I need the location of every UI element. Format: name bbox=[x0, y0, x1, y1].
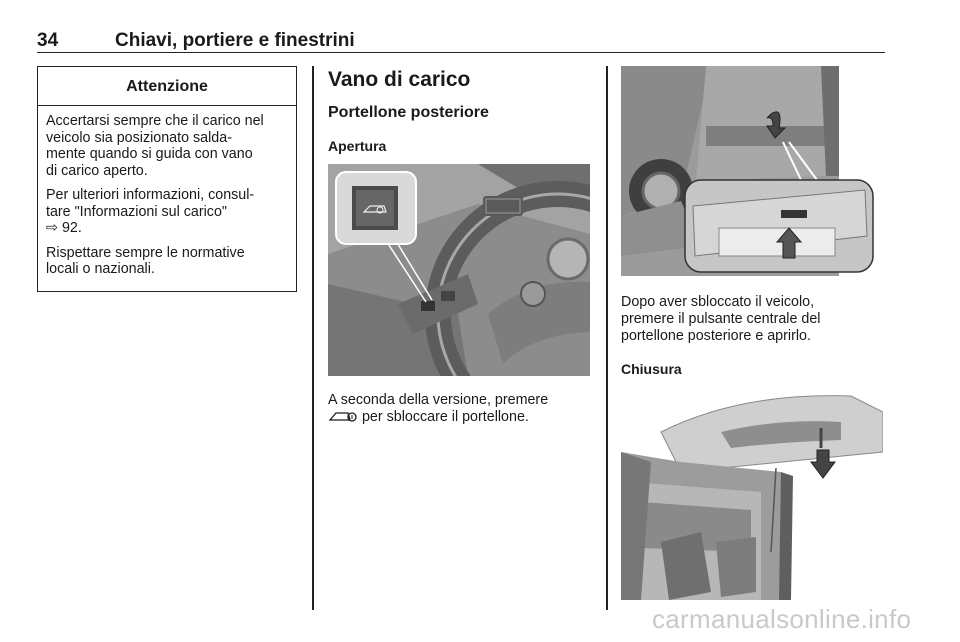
text-line: di carico aperto. bbox=[46, 162, 148, 179]
page-number: 34 bbox=[37, 30, 59, 51]
page-reference[interactable] bbox=[46, 220, 82, 236]
page-header bbox=[37, 8, 885, 53]
text-line: tare "Informazioni sul carico" bbox=[46, 203, 227, 220]
closing-heading: Chiusura bbox=[621, 361, 682, 377]
tailgate-unlock-icon bbox=[328, 409, 358, 423]
warning-paragraph bbox=[46, 245, 288, 278]
section-title: Vano di carico bbox=[328, 68, 471, 91]
chapter-title: Chiavi, portiere e finestrini bbox=[115, 30, 355, 51]
reference-page: 92. bbox=[61, 220, 82, 236]
reference-arrow-icon: ⇨ bbox=[46, 220, 58, 236]
warning-body bbox=[38, 106, 296, 278]
text-line: Rispettare sempre le normative bbox=[46, 244, 245, 261]
warning-box bbox=[37, 66, 297, 292]
opening-heading: Apertura bbox=[328, 138, 387, 154]
text-line: portellone posteriore e aprirlo. bbox=[621, 328, 811, 344]
watermark: carmanualsonline.info bbox=[652, 604, 912, 634]
warning-paragraph bbox=[46, 187, 288, 237]
text-line: Dopo aver sbloccato il veicolo, bbox=[621, 294, 815, 310]
text-line: A seconda della versione, premere bbox=[328, 392, 549, 408]
dashboard-button-illustration bbox=[328, 164, 590, 376]
column-divider bbox=[312, 66, 314, 610]
rear-button-description bbox=[621, 294, 820, 345]
subsection-title: Portellone posteriore bbox=[328, 104, 489, 121]
text-line: per sbloccare il portellone. bbox=[361, 409, 529, 425]
text-line: Per ulteriori informazioni, consul- bbox=[46, 187, 255, 203]
warning-title: Attenzione bbox=[38, 67, 296, 106]
rear-handle-illustration bbox=[621, 66, 875, 276]
text-line: mente quando si guida con vano bbox=[46, 146, 253, 162]
tailgate-closing-illustration bbox=[621, 392, 883, 600]
warning-paragraph bbox=[46, 113, 288, 179]
text-line: veicolo sia posizionato salda- bbox=[46, 129, 232, 146]
column-divider bbox=[606, 66, 608, 610]
opening-description bbox=[328, 392, 548, 426]
text-line: premere il pulsante centrale del bbox=[621, 311, 821, 327]
text-line: Accertarsi sempre che il carico nel bbox=[46, 113, 264, 129]
text-line: locali o nazionali. bbox=[46, 261, 155, 277]
